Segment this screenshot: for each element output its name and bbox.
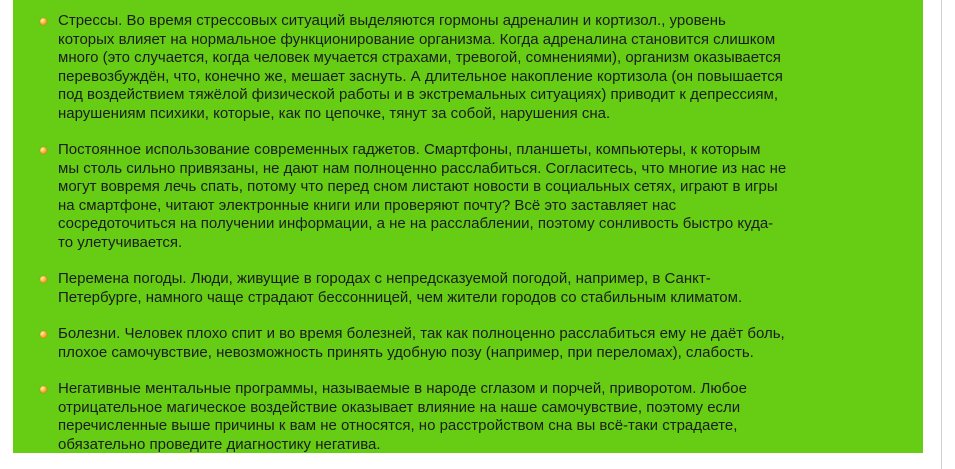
list-item	[24, 12, 948, 123]
bullet-icon	[40, 18, 47, 25]
causes-list	[24, 12, 948, 469]
list-item	[24, 270, 948, 307]
bullet-icon	[40, 147, 47, 154]
item-text: Перемена погоды. Люди, живущие в городах с непредсказуемой погодой, например, в Санкт- Петербурге, намного чаще страдают бессонницей, чем жители городов со стабильным климатом.	[58, 270, 743, 306]
bullet-icon	[40, 276, 47, 283]
bullet-icon	[40, 331, 47, 338]
list-item	[24, 141, 948, 252]
item-text: Болезни. Человек плохо спит и во время болезней, так как полноценно расслабиться ему не даёт боль, плохое самочувствие, невозможность принять удобную позу (например, при переломах), слабость.	[58, 325, 785, 361]
list-item	[24, 325, 948, 362]
bullet-icon	[40, 386, 47, 393]
item-text: Постоянное использование современных гаджетов. Смартфоны, планшеты, компьютеры, к которым мы столь сильно привязаны, не дают нам полноценно расслабиться. Согласитесь, что многие из нас не могут вовремя лечь спать, потому что перед сном листают новости в социальных сетях, играют в игры на смартфоне, читают электронные книги или проверяют почту? Всё это заставляет нас сосредоточиться на получении информации, а не на расслаблении, поэтому сонливость быстро куда- то улетучивается.	[58, 141, 787, 251]
list-item	[24, 380, 948, 454]
item-text: Стрессы. Во время стрессовых ситуаций выделяются гормоны адреналин и кортизол., уровень которых влияет на нормальное функционирование организма. Когда адреналина становится слишком много (это случается, когда человек мучается страхами, тревогой, сомнениями), организм оказывается перевозбуждён, что, конечно же, мешает заснуть. А длительное накопление кортизола (он повышается под воздействием тяжёлой физической работы и в экстремальных ситуациях) приводит к депрессиям, нарушениям психики, которые, как по цепочке, тянут за собой, нарушения сна.	[58, 12, 783, 122]
item-text: Негативные ментальные программы, называемые в народе сглазом и порчей, приворотом. Любое отрицательное магическое воздействие оказывает влияние на наше самочувствие, поэтому если перечисленные выше причины к вам не относятся, но расстройством сна вы всё-таки страдаете, обязательно проведите диагностику негатива.	[58, 380, 747, 453]
